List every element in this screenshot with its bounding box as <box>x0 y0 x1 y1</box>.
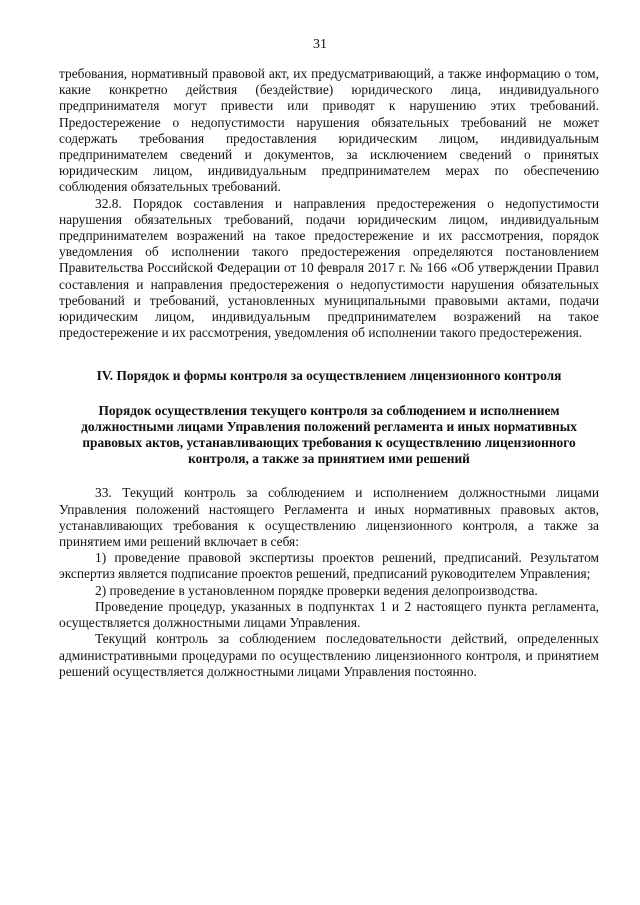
subsection-heading: Порядок осуществления текущего контроля за соблюдением и исполнением должностными лицами Управления положений регламента и иных нормативных правовых актов, устанавливающих требования к осуществлению лицензионного контроля, а также за принятием ими решений <box>81 402 577 467</box>
paragraph-bottom-3: 2) проведение в установленном порядке проверки ведения делопроизводства. <box>95 582 538 598</box>
paragraph-bottom-2: 1) проведение правовой экспертизы проектов решений, предписаний. Результатом экспертиз является подписание проектов решений, предписаний руководителем Управления; <box>59 550 599 582</box>
section-heading: IV. Порядок и формы контроля за осуществлением лицензионного контроля <box>96 368 562 384</box>
paragraph-bottom-1: 33. Текущий контроль за соблюдением и исполнением должностными лицами Управления положений настоящего Регламента и иных нормативных правовых актов, устанавливающих требования к осуществлению лицензионного контроля, а также за принятием ими решений включает в себя: <box>59 485 599 550</box>
paragraphs-bottom <box>59 485 599 679</box>
page-number: 31 <box>313 37 327 52</box>
paragraph-top-1: требования, нормативный правовой акт, их предусматривающий, а также информацию о том, какие конкретно действия (бездействие) юридического лица, индивидуального предпринимателя могут привести или приводят к нарушению этих требований. Предостережение о недопустимости нарушения обязательных требований не может содержать требования предоставления юридическим лицом, индивидуальным предпринимателем сведений и документов, за исключением сведений о принятых юридическим лицом, индивидуальным предпринимателем мерах по обеспечению соблюдения обязательных требований. <box>59 66 599 195</box>
paragraph-bottom-5: Текущий контроль за соблюдением последовательности действий, определенных административными процедурами по осуществлению лицензионного контроля, и принятием решений осуществляется должностными лицами Управления постоянно. <box>59 631 599 679</box>
document-body <box>59 66 599 680</box>
paragraph-bottom-4: Проведение процедур, указанных в подпунктах 1 и 2 настоящего пункта регламента, осуществляется должностными лицами Управления. <box>59 598 599 631</box>
paragraph-top-2: 32.8. Порядок составления и направления предостережения о недопустимости нарушения обязательных требований, подачи юридическим лицом, индивидуальным предпринимателем возражений на такое предостережение и их рассмотрения, порядок уведомления об исполнении такого предостережения определяются постановлением Правительства Российской Федерации от 10 февраля 2017 г. № 166 «Об утверждении Правил составления и направления предостережения о недопустимости нарушения обязательных требований и требований, установленных муниципальными правовыми актами, подачи юридическим лицом, индивидуальным предпринимателем возражений на такое предостережение и их рассмотрения, уведомления об исполнении такого предостережения. <box>59 195 599 341</box>
